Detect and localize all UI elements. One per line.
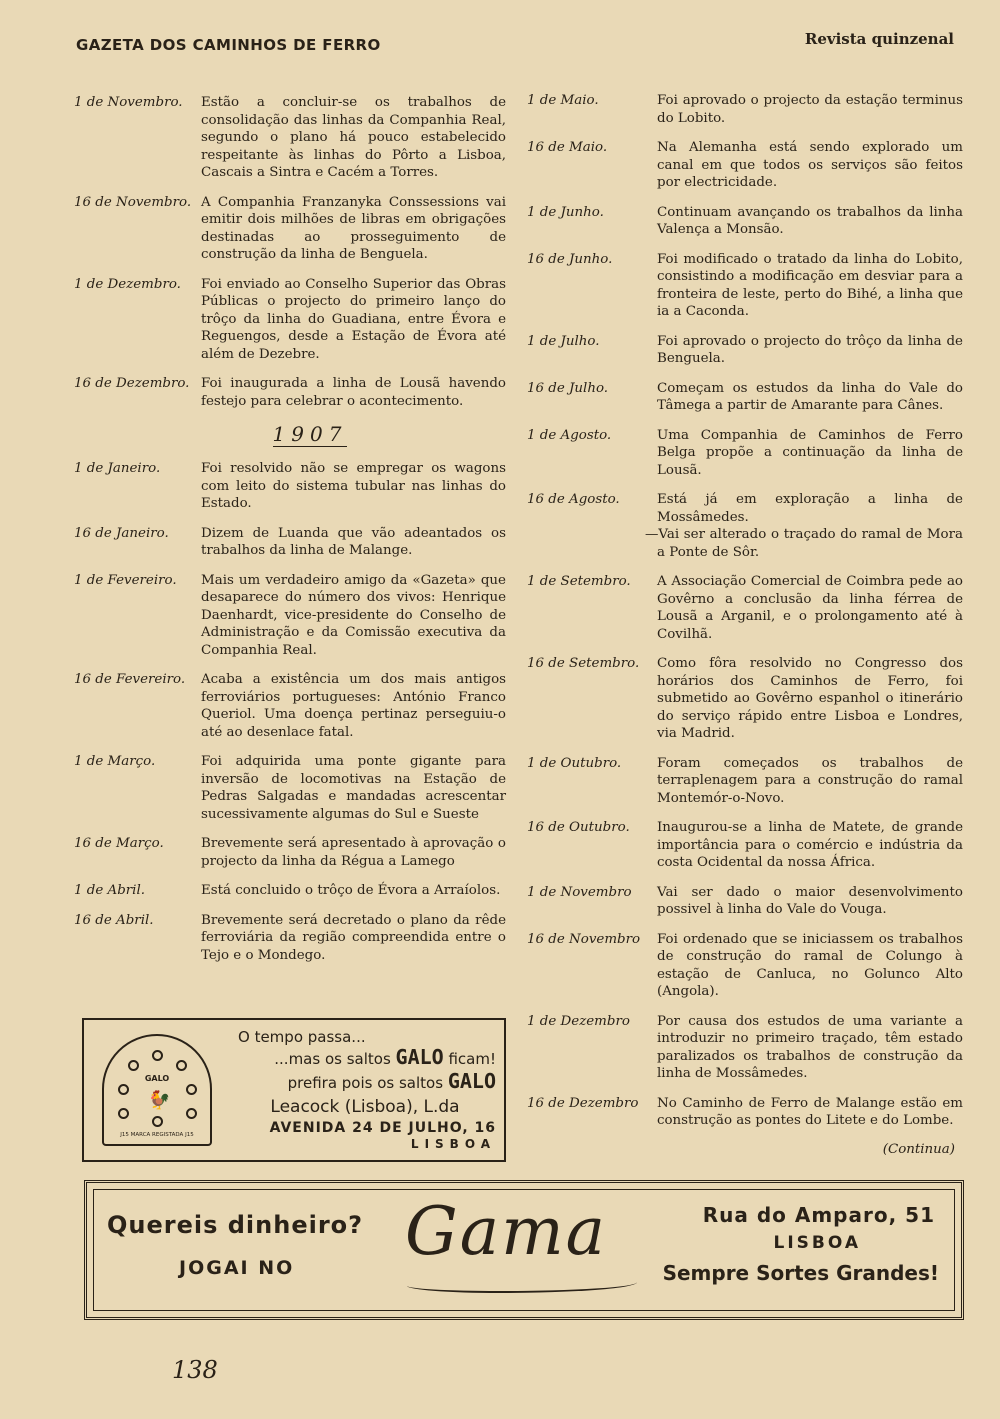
chronicle-entry [527, 139, 963, 192]
chronicle-entry [74, 835, 506, 870]
chronicle-entry [74, 375, 506, 410]
heel-trademark: J15 MARCA REGISTADA J15 [120, 1132, 194, 1138]
continued-note: (Continua) [882, 1141, 955, 1157]
chronicle-entry [74, 572, 506, 660]
entry-date: 1 de Junho. [527, 204, 604, 220]
chronicle-entry [527, 655, 963, 743]
entry-text [657, 333, 963, 368]
entry-date: 16 de Abril. [74, 912, 154, 928]
entry-date: 16 de Outubro. [527, 820, 630, 835]
entry-paragraph: Como fôra resolvido no Congresso dos horários dos Caminhos de Ferro, foi submetido ao Govêrno espanhol o itinerário do serviço rápido entre Lisboa e Londres, via Madrid. [657, 656, 963, 741]
chronicle-entry [74, 525, 506, 560]
chronicle-entry [527, 251, 963, 321]
nail-icon [186, 1108, 197, 1119]
entry-text [657, 380, 963, 415]
right-column [527, 92, 963, 1157]
entry-text: Mais um verdadeiro amigo da «Gazeta» que desaparece do número dos vivos: Henrique Daenhardt, vice-presidente do Conselho de Administração e da Comissão executiva da Companhia Real. [201, 572, 506, 658]
nail-icon [152, 1116, 163, 1127]
entry-text: Foi enviado ao Conselho Superior das Obras Públicas o projecto do primeiro lanço do trôço da linha do Guadiana, entre Évora e Reguengos, desde a Estação de Évora até além de Dezebre. [201, 276, 506, 362]
chronicle-entry [527, 427, 963, 480]
galo-line-2-pre: ...mas os saltos [274, 1050, 396, 1068]
galo-ad-text [234, 1028, 496, 1151]
entry-date: 16 de Maio. [527, 140, 608, 155]
entry-text: Foi resolvido não se empregar os wagons com leito do sistema tubular nas linhas do Estado. [201, 461, 506, 511]
chronicle-entry [74, 460, 506, 513]
entry-date: 1 de Dezembro. [74, 276, 181, 292]
entry-text [657, 1095, 963, 1130]
entry-text: Brevemente será apresentado à aprovação o projecto da linha da Régua a Lamego [201, 836, 506, 869]
chronicle-entry [527, 819, 963, 872]
entry-text [657, 139, 963, 192]
galo-brand: GALO [447, 1069, 496, 1093]
entry-text [657, 655, 963, 743]
entry-date: 1 de Julho. [527, 333, 600, 349]
entry-paragraph: —Vai ser alterado o traçado do ramal de Mora a Ponte de Sôr. [645, 527, 963, 560]
chronicle-entry [74, 882, 506, 900]
entry-paragraph: No Caminho de Ferro de Malange estão em construção as pontes do Litete e do Lombe. [657, 1095, 963, 1128]
entry-text [657, 204, 963, 239]
year-heading [74, 422, 506, 446]
entry-date: 1 de Janeiro. [74, 461, 161, 476]
nail-icon [186, 1084, 197, 1095]
entry-text [645, 491, 963, 561]
entry-paragraph: Foi modificado o tratado da linha do Lobito, consistindo a modificação em desviar para a fronteira de leste, perto do Bihé, a linha que ia a Caconda. [657, 251, 963, 319]
galo-advertisement [82, 1018, 506, 1162]
rooster-icon: 🐓 [148, 1090, 171, 1111]
chronicle-entry [74, 912, 506, 965]
chronicle-entry [527, 204, 963, 239]
gama-address: Rua do Amparo, 51 [702, 1203, 935, 1227]
entry-date: 16 de Agosto. [527, 492, 620, 507]
entry-paragraph: Foi aprovado o projecto da estação terminus do Lobito. [657, 93, 963, 126]
entry-text [657, 884, 963, 919]
year-label: 1907 [272, 422, 348, 446]
entry-paragraph: Foram começados os trabalhos de terraplenagem para a construção do ramal Montemór-o-Novo. [657, 755, 963, 806]
chronicle-entry [74, 753, 506, 823]
chronicle-entry [527, 1095, 963, 1130]
entry-text [657, 931, 963, 1001]
entry-text: Foi adquirida uma ponte gigante para inversão de locomotivas na Estação de Pedras Salgadas e mandadas acrescentar sucessivamente algumas do Sul e Sueste [201, 754, 506, 822]
chronicle-entry [527, 92, 963, 127]
nail-icon [176, 1060, 187, 1071]
gama-city: LISBOA [773, 1233, 861, 1253]
galo-line-2 [234, 1047, 496, 1069]
nail-icon [118, 1108, 129, 1119]
chronicle-entry [74, 276, 506, 364]
entry-paragraph: A Associação Comercial de Coimbra pede ao Govêrno a conclusão da linha férrea de Lousã a Arganil, e o prolongamento até à Covilhã. [657, 574, 963, 642]
entry-date: 16 de Julho. [527, 380, 609, 396]
entry-text [657, 573, 963, 643]
chronicle-entry [527, 884, 963, 919]
entry-text: Foi inaugurada a linha de Lousã havendo festejo para celebrar o acontecimento. [201, 376, 506, 409]
chronicle-entry [527, 573, 963, 643]
entry-date: 1 de Dezembro [527, 1013, 630, 1029]
entry-paragraph: Na Alemanha está sendo explorado um canal em que todos os serviços são feitos por electricidade. [657, 140, 963, 190]
chronicle-entry [527, 931, 963, 1001]
entry-paragraph: Por causa dos estudos de uma variante a introduzir no primeiro traçado, têm estado paralizados os trabalhos de construção da linha de Mossâmedes. [657, 1013, 963, 1081]
entry-date: 16 de Dezembro [527, 1095, 639, 1111]
entry-date: 1 de Setembro. [527, 574, 631, 589]
entry-text: Estão a concluir-se os trabalhos de consolidação das linhas da Companhia Real, segundo o plano há pouco estabelecido respeitante às linhas do Pôrto a Lisboa, Cascais a Sintra e Cacém a Torres. [201, 95, 506, 180]
heel-brand: GALO [144, 1074, 170, 1083]
entry-paragraph: Está já em exploração a linha de Mossâmedes. [657, 492, 963, 525]
chronicle-entry [74, 94, 506, 182]
entry-paragraph: Continuam avançando os trabalhos da linha Valença a Monsão. [657, 204, 963, 237]
entry-paragraph: Inaugurou-se a linha de Matete, de grande importância para o comércio e indústria da costa Ocidental da nossa África. [657, 820, 963, 870]
galo-address: AVENIDA 24 DE JULHO, 16 [269, 1120, 496, 1136]
entry-date: 16 de Janeiro. [74, 525, 169, 541]
nail-icon [118, 1084, 129, 1095]
chronicle-entry [527, 491, 963, 561]
entry-text: Está concluido o trôço de Évora a Arraíolos. [201, 883, 501, 898]
entry-date: 1 de Outubro. [527, 755, 622, 771]
entry-date: 1 de Novembro. [74, 95, 183, 110]
nail-icon [128, 1060, 139, 1071]
nail-icon [152, 1050, 163, 1061]
entry-date: 16 de Fevereiro. [74, 672, 186, 687]
page-number: 138 [172, 1356, 218, 1384]
shoe-heel-illustration [102, 1034, 212, 1146]
galo-company: Leacock (Lisboa), L.da [270, 1097, 460, 1117]
entry-text [657, 819, 963, 872]
entry-paragraph: Começam os estudos da linha do Vale do Tâmega a partir de Amarante para Cânes. [657, 380, 963, 413]
entry-date: 16 de Novembro. [74, 194, 192, 210]
entry-date: 1 de Novembro [527, 884, 632, 900]
gama-question: Quereis dinheiro? [107, 1211, 364, 1239]
entry-text [657, 251, 963, 321]
entry-text [657, 755, 963, 808]
chronicle-entry [74, 194, 506, 264]
galo-line-3-pre: prefira pois os saltos [287, 1074, 448, 1092]
chronicle-entry [527, 333, 963, 368]
galo-line-3 [234, 1069, 496, 1095]
entry-text: Dizem de Luanda que vão adeantados os trabalhos da linha de Malange. [201, 525, 506, 558]
entry-date: 16 de Março. [74, 836, 164, 851]
entry-paragraph: Foi aprovado o projecto do trôço da linha de Benguela. [657, 333, 963, 366]
gama-logo: Gama [405, 1193, 608, 1270]
gama-slogan: Sempre Sortes Grandes! [662, 1261, 939, 1285]
chronicle-entry [527, 1013, 963, 1083]
galo-city: LISBOA [410, 1137, 496, 1151]
entry-text [657, 92, 963, 127]
entry-date: 1 de Abril. [74, 883, 145, 898]
entry-paragraph: Uma Companhia de Caminhos de Ferro Belga propõe a continuação da linha de Lousã. [657, 427, 963, 478]
entry-date: 16 de Setembro. [527, 656, 640, 671]
entry-date: 16 de Novembro [527, 931, 641, 947]
entry-date: 1 de Fevereiro. [74, 572, 177, 588]
galo-line-2-post: ficam! [443, 1050, 496, 1068]
chronicle-entry [74, 671, 506, 741]
chronicle-entry [527, 380, 963, 415]
entry-text: A Companhia Franzanyka Conssessions vai emitir dois milhões de libras em obrigações destinadas ao prosseguimento de construção da linha de Benguela. [201, 194, 506, 262]
entry-paragraph: Foi ordenado que se iniciassem os trabalhos de construção do ramal de Colungo à estação de Canluca, no Golunco Alto (Angola). [657, 931, 963, 999]
entry-text: Brevemente será decretado o plano da rêde ferroviária da região compreendida entre o Tejo e o Mondego. [201, 912, 506, 963]
entry-date: 1 de Março. [74, 754, 156, 769]
entry-text [657, 427, 963, 480]
entry-paragraph: Vai ser dado o maior desenvolvimento possivel à linha do Vale do Vouga. [657, 884, 963, 917]
journal-title: GAZETA DOS CAMINHOS DE FERRO [76, 36, 381, 54]
entry-text [657, 1013, 963, 1083]
entry-text: Acaba a existência um dos mais antigos ferroviários portugueses: António Franco Queriol. Uma doença pertinaz perseguiu-o até ao desenlace fatal. [201, 672, 506, 740]
gama-advertisement [84, 1180, 964, 1320]
entry-date: 16 de Dezembro. [74, 376, 190, 391]
galo-brand: GALO [395, 1045, 444, 1069]
galo-line-1: O tempo passa... [238, 1028, 366, 1046]
entry-date: 1 de Agosto. [527, 427, 612, 443]
entry-date: 16 de Junho. [527, 251, 613, 267]
journal-subtitle: Revista quinzenal [804, 30, 954, 48]
chronicle-entry [527, 755, 963, 808]
entry-date: 1 de Maio. [527, 93, 599, 108]
left-column [74, 94, 506, 976]
gama-jogai: JOGAI NO [179, 1257, 295, 1279]
